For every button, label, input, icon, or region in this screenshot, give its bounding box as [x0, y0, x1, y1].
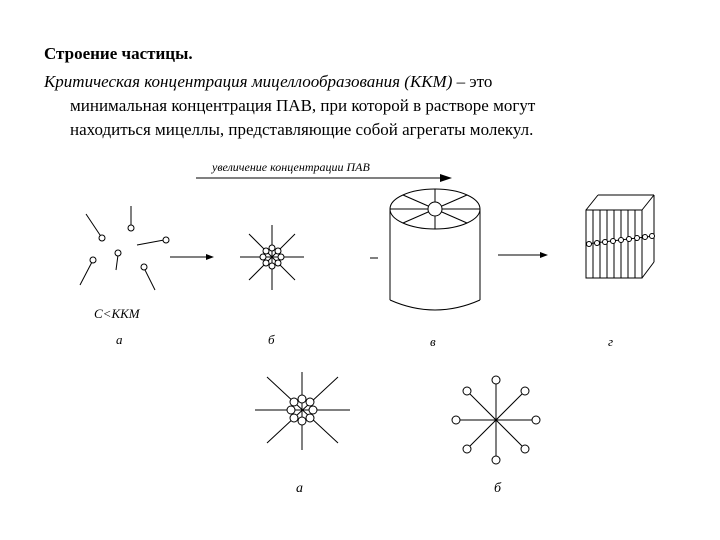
- panel-d-lamellar-micelle: [586, 195, 655, 278]
- arrow-c-to-d: [498, 252, 548, 258]
- concentration-label: С<ККМ: [94, 306, 140, 321]
- panel-c-cylindrical-micelle: [370, 189, 480, 310]
- bottom-label-b: б: [494, 481, 502, 496]
- panel-label-c: в: [430, 334, 436, 349]
- bottom-b-reverse-micelle: [452, 376, 540, 464]
- slide-heading: Строение частицы.: [44, 44, 193, 63]
- concentration-arrow: [196, 160, 452, 182]
- panel-label-a: а: [116, 332, 123, 347]
- arrow-caption: увеличение концентрации ПАВ: [212, 160, 370, 174]
- bottom-label-a: а: [296, 481, 303, 496]
- arrow-a-to-b: [170, 254, 214, 260]
- definition-line2: минимальная концентрация ПАВ, при которой в растворе могут: [70, 96, 536, 115]
- definition-line1-rest: – это: [452, 72, 493, 91]
- panel-label-b: б: [268, 332, 275, 347]
- definition-term: Критическая концентрация мицеллообразования (ККМ): [44, 72, 453, 91]
- panel-a-free-molecules: [80, 206, 169, 290]
- definition-line3: находиться мицеллы, представляющие собой агрегаты молекул.: [70, 120, 534, 139]
- panel-label-d: г: [608, 334, 614, 349]
- panel-b-spherical-micelle: [240, 225, 304, 290]
- bottom-a-micelle: [255, 372, 350, 450]
